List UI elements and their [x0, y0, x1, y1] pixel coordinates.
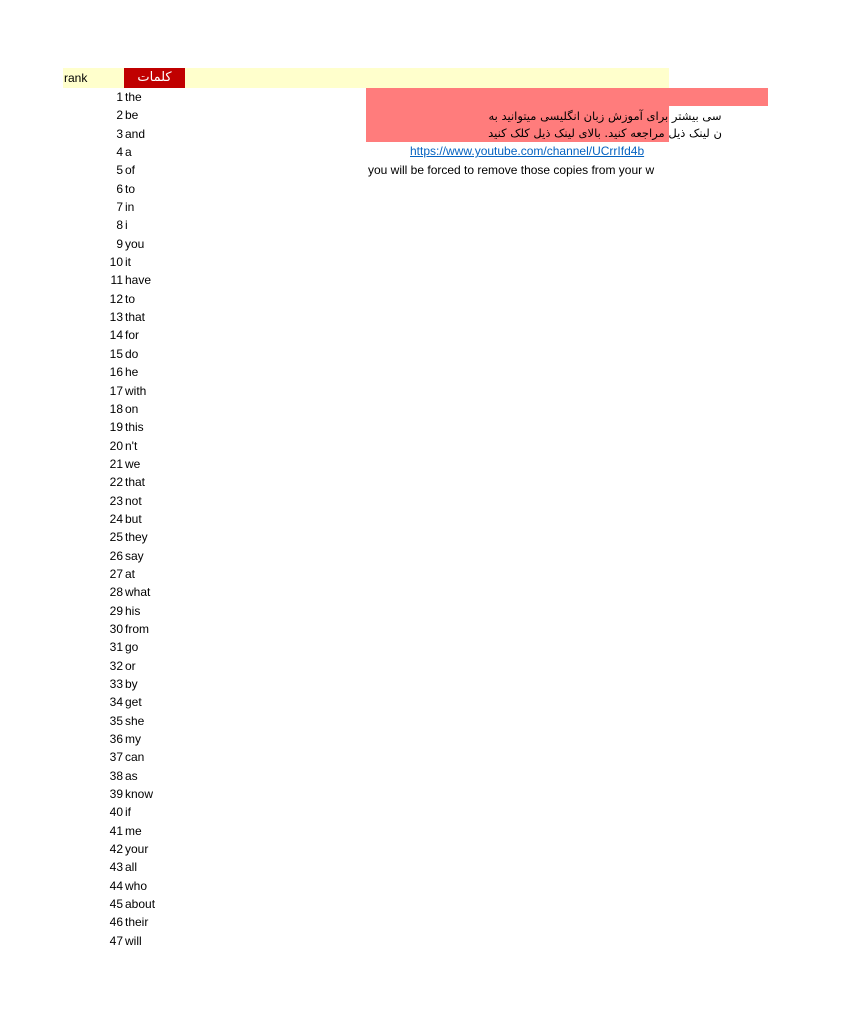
word-row	[100, 767, 155, 785]
rank-number: 27	[109, 566, 123, 581]
word-text: in	[125, 200, 135, 215]
word-row	[100, 675, 155, 693]
word-text: by	[125, 677, 138, 691]
word-row	[100, 620, 155, 638]
rank-number: 38	[109, 768, 123, 783]
word-text: to	[125, 291, 136, 306]
rank-number: 37	[109, 750, 123, 765]
rank-number: 39	[109, 787, 123, 802]
word-row	[100, 785, 155, 803]
word-text: get	[125, 695, 142, 710]
word-text: it	[125, 255, 131, 270]
rank-number: 1	[116, 90, 123, 104]
word-row	[100, 290, 155, 308]
word-text: of	[125, 163, 136, 178]
rank-number: 47	[109, 933, 123, 948]
rank-number: 3	[116, 126, 123, 141]
rank-number: 31	[109, 640, 123, 655]
word-row	[100, 858, 155, 876]
rank-number: 36	[109, 732, 123, 747]
rank-number: 12	[109, 291, 123, 306]
word-row	[100, 565, 155, 583]
word-text: all	[125, 860, 138, 875]
word-row	[100, 400, 155, 418]
rank-number: 5	[116, 163, 123, 178]
word-text: have	[125, 273, 152, 288]
word-text: she	[125, 713, 145, 728]
word-row	[100, 840, 155, 858]
rank-number: 30	[109, 621, 123, 636]
rank-number: 29	[109, 603, 123, 618]
word-row	[100, 932, 155, 950]
word-row	[100, 492, 155, 510]
word-text: know	[125, 787, 154, 802]
promo-line-1: سی بیشتر برای آموزش زبان انگلیسی میتوانید به	[488, 109, 722, 123]
rank-number: 10	[109, 255, 123, 270]
rank-number: 34	[109, 695, 123, 710]
word-text: can	[125, 750, 145, 765]
rank-number: 7	[116, 200, 123, 215]
word-text: from	[125, 621, 149, 636]
word-text: their	[125, 915, 149, 930]
word-row	[100, 345, 155, 363]
word-text: at	[125, 566, 136, 581]
word-row	[100, 363, 155, 381]
rank-number: 35	[109, 713, 123, 728]
rank-number: 18	[109, 401, 123, 416]
rank-number: 4	[116, 145, 123, 160]
word-text: you	[125, 236, 145, 251]
word-row	[100, 913, 155, 931]
word-row	[100, 638, 155, 656]
word-row	[100, 271, 155, 289]
word-row	[100, 88, 155, 106]
word-row	[100, 473, 155, 491]
word-text: what	[125, 585, 151, 600]
word-text: about	[125, 897, 156, 912]
rank-number: 6	[116, 181, 123, 196]
rank-number: 44	[109, 878, 123, 893]
word-text: i	[125, 218, 128, 233]
rank-number: 2	[116, 108, 123, 123]
word-text: the	[125, 90, 142, 104]
word-frequency-list	[100, 88, 155, 950]
word-row	[100, 895, 155, 913]
word-text: my	[125, 732, 141, 747]
word-text: or	[125, 658, 136, 673]
word-row	[100, 547, 155, 565]
word-text: for	[125, 328, 140, 343]
word-text: he	[125, 365, 139, 380]
rank-number: 9	[116, 236, 123, 251]
word-text: with	[125, 383, 147, 398]
word-text: n't	[125, 438, 138, 453]
rank-number: 20	[109, 438, 123, 453]
word-row	[100, 822, 155, 840]
rank-number: 17	[109, 383, 123, 398]
word-text: on	[125, 401, 139, 416]
rank-number: 8	[116, 218, 123, 233]
word-text: who	[125, 878, 148, 893]
word-row	[100, 326, 155, 344]
rank-number: 28	[109, 585, 123, 600]
word-text: but	[125, 511, 142, 526]
copyright-warning: you will be forced to remove those copies from your w	[368, 163, 655, 177]
word-row	[100, 730, 155, 748]
word-text: if	[125, 805, 131, 820]
word-row	[100, 877, 155, 895]
word-text: be	[125, 108, 139, 123]
word-text: me	[125, 823, 142, 838]
word-row	[100, 455, 155, 473]
word-text: not	[125, 493, 142, 508]
word-text: they	[125, 530, 148, 545]
word-text: as	[125, 768, 138, 783]
promo-text	[366, 108, 722, 144]
word-text: that	[125, 475, 146, 490]
word-row	[100, 235, 155, 253]
word-row	[100, 528, 155, 546]
rank-number: 32	[109, 658, 123, 673]
word-row	[100, 161, 155, 179]
rank-number: 26	[109, 548, 123, 563]
word-row	[100, 382, 155, 400]
youtube-channel-link[interactable]: https://www.youtube.com/channel/UCrrIfd4b	[410, 144, 645, 158]
rank-number: 11	[110, 273, 123, 288]
word-row	[100, 143, 155, 161]
word-row	[100, 693, 155, 711]
word-text: his	[125, 603, 141, 618]
rank-number: 14	[109, 328, 123, 343]
word-text: say	[125, 548, 144, 563]
word-text: a	[125, 145, 132, 160]
word-text: we	[125, 456, 141, 471]
rank-number: 21	[109, 456, 123, 471]
word-row	[100, 510, 155, 528]
word-row	[100, 253, 155, 271]
promo-banner-top	[366, 88, 768, 106]
rank-number: 13	[109, 310, 123, 325]
word-row	[100, 437, 155, 455]
rank-number: 16	[109, 365, 123, 380]
word-row	[100, 418, 155, 436]
word-text: and	[125, 126, 146, 141]
word-row	[100, 712, 155, 730]
rank-number: 24	[109, 511, 123, 526]
word-row	[100, 216, 155, 234]
rank-number: 40	[109, 805, 123, 820]
word-row	[100, 198, 155, 216]
word-text: this	[125, 420, 144, 435]
word-text: to	[125, 181, 136, 196]
word-row	[100, 308, 155, 326]
word-row	[100, 180, 155, 198]
word-row	[100, 106, 155, 124]
rank-number: 19	[109, 420, 123, 435]
word-row	[100, 602, 155, 620]
word-text: do	[125, 346, 139, 361]
rank-number: 43	[109, 860, 123, 875]
rank-number: 15	[109, 346, 123, 361]
word-text: go	[125, 640, 139, 655]
word-row	[100, 583, 155, 601]
rank-number: 25	[109, 530, 123, 545]
rank-number: 46	[109, 915, 123, 930]
rank-number: 45	[109, 897, 123, 912]
rank-number: 33	[109, 677, 123, 691]
word-row	[100, 803, 155, 821]
promo-line-2: ن لینک ذیل مراجعه کنید. بالای لینک ذیل کلک کنید	[488, 126, 722, 140]
word-row	[100, 748, 155, 766]
rank-number: 42	[109, 842, 123, 857]
word-row	[100, 125, 155, 143]
rank-column-header: rank	[64, 71, 88, 85]
rank-number: 22	[109, 475, 123, 490]
word-row	[100, 657, 155, 675]
word-text: your	[125, 842, 149, 857]
rank-number: 41	[109, 823, 123, 838]
word-text: will	[125, 933, 142, 948]
words-column-header: کلمات	[124, 68, 185, 88]
rank-number: 23	[109, 493, 123, 508]
word-text: that	[125, 310, 146, 325]
